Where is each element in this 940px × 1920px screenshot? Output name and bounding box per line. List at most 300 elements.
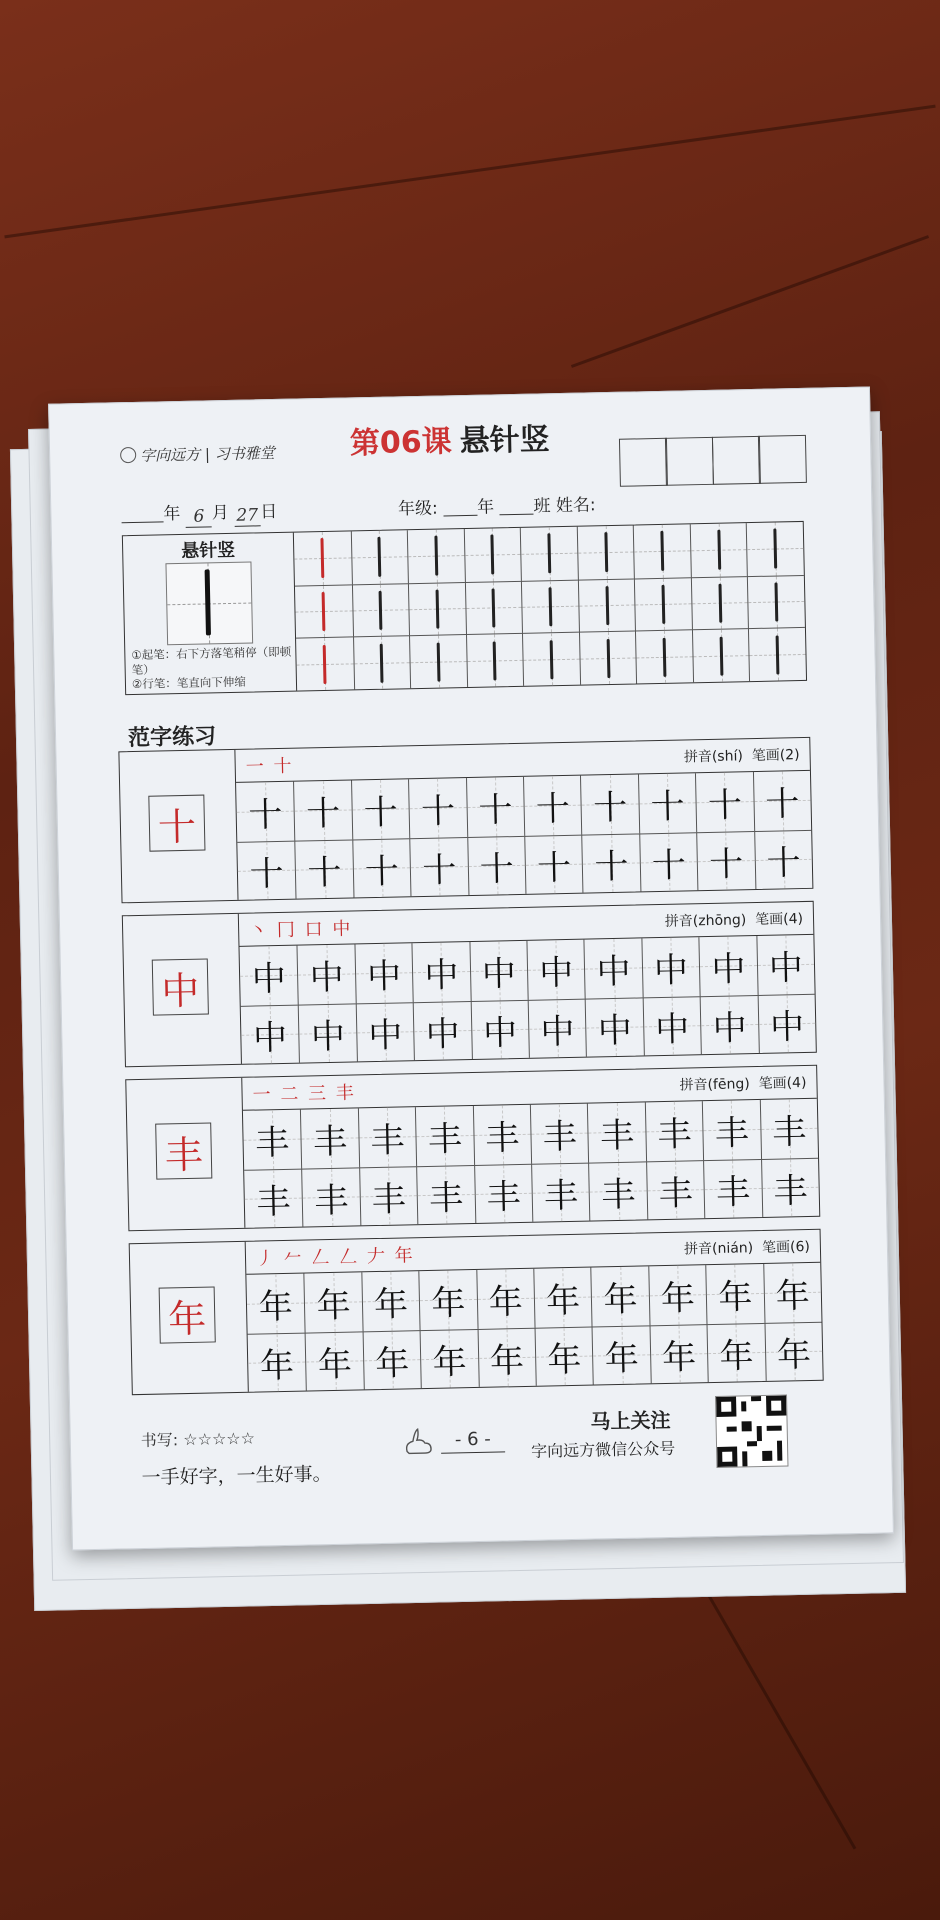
practice-character: 中 — [597, 1010, 633, 1052]
day-label: 日 — [260, 501, 278, 523]
practice-character: 丰 — [715, 1171, 751, 1213]
practice-character: 十 — [651, 845, 687, 886]
practice-character: 丰 — [312, 1121, 348, 1163]
practice-character: 十 — [535, 788, 571, 830]
vertical-stroke-mark — [717, 530, 721, 570]
practice-character: 丰 — [254, 1122, 290, 1164]
practice-cell[interactable] — [295, 839, 354, 899]
practice-cell[interactable] — [761, 1157, 820, 1217]
practice-cell[interactable] — [759, 1099, 818, 1159]
practice-character: 中 — [768, 947, 804, 989]
pinyin-label: 拼音(nián) — [683, 1240, 754, 1258]
stroke-practice-cell[interactable] — [465, 581, 523, 635]
practice-cell[interactable] — [302, 1167, 361, 1227]
practice-cell[interactable] — [638, 773, 697, 833]
model-character-area — [126, 1078, 245, 1230]
practice-character: 丰 — [314, 1180, 349, 1222]
lesson-name: 悬针竖 — [459, 422, 551, 460]
practice-cell[interactable] — [588, 1161, 647, 1221]
month-field[interactable]: 6 — [186, 506, 212, 528]
practice-character: 年 — [776, 1334, 812, 1376]
practice-cell[interactable] — [523, 776, 582, 836]
practice-cell[interactable] — [355, 1002, 414, 1062]
practice-character: 年 — [603, 1279, 638, 1321]
practice-cell[interactable] — [236, 782, 295, 842]
pinyin-label: 拼音(shí) — [683, 748, 744, 766]
vertical-stroke-mark — [435, 589, 439, 628]
character-meta — [665, 908, 804, 931]
stroke-practice-cell[interactable] — [635, 630, 693, 684]
practice-cell[interactable] — [293, 780, 352, 840]
stroke-practice-cell[interactable] — [466, 633, 524, 687]
stroke-practice-cell[interactable] — [692, 628, 750, 682]
practice-character: 中 — [712, 1007, 748, 1049]
stroke-practice-cell[interactable] — [294, 531, 352, 585]
practice-cell[interactable] — [700, 995, 759, 1055]
stroke-practice-cell[interactable] — [409, 634, 467, 688]
practice-cell[interactable] — [358, 1107, 417, 1167]
practice-cell[interactable] — [361, 1271, 420, 1331]
practice-character: 十 — [478, 789, 513, 831]
practice-cell[interactable] — [466, 777, 525, 837]
vertical-stroke-mark — [719, 636, 723, 675]
practice-character: 丰 — [427, 1118, 463, 1160]
character-block — [118, 737, 813, 903]
practice-character: 十 — [420, 791, 456, 832]
practice-cell[interactable] — [351, 779, 410, 839]
practice-cell[interactable] — [528, 998, 587, 1058]
score-box[interactable] — [618, 438, 667, 487]
practice-character: 年 — [489, 1340, 525, 1382]
practice-character: 年 — [317, 1344, 353, 1386]
practice-cell[interactable] — [362, 1330, 421, 1390]
practice-character: 十 — [307, 852, 342, 894]
vertical-stroke-mark — [491, 535, 495, 575]
practice-cell[interactable] — [476, 1269, 535, 1329]
practice-cell[interactable] — [648, 1265, 707, 1325]
practice-character: 十 — [305, 793, 341, 835]
practice-cell[interactable] — [352, 838, 411, 898]
practice-cell[interactable] — [412, 942, 471, 1002]
practice-cell[interactable] — [248, 1332, 307, 1392]
practice-character: 十 — [594, 846, 629, 888]
practice-character: 年 — [604, 1338, 640, 1380]
practice-character: 年 — [259, 1345, 295, 1387]
vertical-stroke-mark — [549, 587, 553, 626]
practice-character: 年 — [374, 1343, 410, 1384]
stroke-practice-cell[interactable] — [691, 576, 749, 630]
practice-cell[interactable] — [646, 1160, 705, 1220]
practice-cell[interactable] — [354, 943, 413, 1003]
practice-cell[interactable] — [305, 1331, 364, 1391]
practice-cell[interactable] — [696, 831, 755, 891]
practice-character: 丰 — [484, 1117, 520, 1159]
stroke-order-step: 丿 — [255, 1248, 277, 1270]
stroke-order-step: 一 — [245, 756, 266, 778]
stroke-practice-grid — [294, 522, 806, 691]
vertical-stroke-mark — [660, 531, 664, 571]
stroke-panel — [122, 521, 807, 695]
stroke-order-step: 𠃋 — [339, 1246, 360, 1268]
class-field[interactable] — [500, 514, 534, 516]
practice-character: 十 — [536, 847, 572, 889]
vertical-stroke-mark — [663, 637, 667, 676]
practice-cell[interactable] — [298, 1003, 357, 1063]
practice-character: 丰 — [771, 1111, 807, 1153]
grade-year-label: 年 — [476, 497, 495, 518]
vertical-stroke-mark — [605, 586, 609, 625]
stroke-order-step: 中 — [332, 918, 353, 940]
follow-title: 马上关注 — [590, 1407, 671, 1434]
practice-cell[interactable] — [408, 778, 467, 838]
character-block — [129, 1229, 824, 1395]
stroke-order — [245, 752, 293, 779]
practice-cell[interactable] — [639, 832, 698, 892]
stroke-info — [123, 533, 297, 695]
practice-character: 十 — [249, 853, 285, 895]
practice-character: 中 — [424, 955, 459, 996]
practice-cell[interactable] — [467, 835, 526, 895]
practice-character: 年 — [546, 1339, 582, 1381]
practice-character: 年 — [432, 1341, 468, 1383]
stroke-count-label: 笔画(2) — [751, 747, 800, 765]
practice-character: 丰 — [543, 1175, 579, 1217]
vertical-stroke-mark — [378, 537, 382, 577]
practice-grid — [246, 1263, 822, 1392]
practice-cell[interactable] — [246, 1274, 305, 1334]
vertical-stroke-mark — [718, 584, 722, 623]
vertical-stroke-mark — [379, 591, 383, 630]
stroke-practice-cell[interactable] — [520, 527, 578, 581]
stroke-practice-cell[interactable] — [521, 579, 579, 633]
practice-cell[interactable] — [409, 837, 468, 897]
practice-cell[interactable] — [297, 944, 356, 1004]
practice-cell[interactable] — [416, 1164, 475, 1224]
practice-character: 丰 — [370, 1120, 405, 1161]
practice-character: 丰 — [486, 1176, 522, 1218]
practice-cell[interactable] — [300, 1108, 359, 1168]
stroke-order-step: 𠃋 — [311, 1246, 332, 1269]
practice-character: 年 — [373, 1284, 409, 1325]
practice-character: 中 — [653, 950, 689, 991]
practice-character: 丰 — [256, 1181, 291, 1223]
practice-character: 中 — [540, 1011, 575, 1053]
stroke-practice-cell[interactable] — [578, 578, 636, 632]
practice-grid — [239, 935, 815, 1064]
practice-character: 中 — [366, 956, 402, 997]
practice-cell[interactable] — [584, 938, 643, 998]
vertical-stroke-mark — [775, 582, 779, 621]
pinyin-label: 拼音(fēng) — [679, 1076, 750, 1094]
model-character-area — [123, 914, 242, 1066]
practice-character: 丰 — [600, 1174, 636, 1216]
practice-character: 中 — [310, 1016, 346, 1058]
stroke-practice-cell[interactable] — [350, 530, 408, 584]
practice-cell[interactable] — [244, 1168, 303, 1228]
lesson-number: 第06课 — [349, 424, 453, 462]
stroke-practice-cell[interactable] — [351, 583, 409, 637]
practice-cell[interactable] — [699, 936, 758, 996]
practice-cell[interactable] — [753, 771, 812, 831]
stroke-order-step: 十 — [273, 755, 294, 778]
practice-area — [235, 738, 812, 900]
model-character: 中 — [152, 959, 209, 1016]
stroke-practice-cell[interactable] — [747, 575, 805, 629]
character-block — [125, 1065, 820, 1231]
stroke-order — [256, 1241, 415, 1270]
character-meta — [684, 744, 800, 766]
practice-character: 十 — [479, 848, 515, 890]
practice-cell[interactable] — [695, 772, 754, 832]
practice-character: 中 — [252, 1017, 288, 1059]
practice-cell[interactable] — [533, 1268, 592, 1328]
pinyin-label: 拼音(zhōng) — [664, 912, 747, 930]
practice-character: 年 — [258, 1286, 294, 1328]
model-character: 年 — [159, 1286, 216, 1343]
stroke-order-step: 𠂉 — [283, 1247, 304, 1269]
practice-character: 年 — [775, 1275, 811, 1317]
model-character: 丰 — [155, 1122, 212, 1179]
stroke-count-label: 笔画(4) — [755, 911, 804, 929]
practice-character: 丰 — [371, 1179, 407, 1220]
practice-character: 中 — [711, 949, 746, 990]
brand-emblem-icon — [120, 447, 136, 463]
stroke-order — [249, 914, 353, 942]
stroke-order-step: 二 — [280, 1083, 301, 1106]
rabbit-icon — [401, 1427, 436, 1458]
stroke-order-step: 一 — [252, 1084, 273, 1106]
practice-cell[interactable] — [477, 1327, 536, 1387]
practice-character: 十 — [421, 850, 457, 891]
practice-grid — [236, 771, 812, 900]
practice-cell[interactable] — [757, 993, 816, 1053]
stroke-note-2: ②行笔：笔直向下伸缩 — [131, 674, 246, 692]
vertical-stroke-mark — [604, 532, 608, 572]
stroke-order-step: 𠂇 — [366, 1245, 388, 1268]
stroke-practice-cell[interactable] — [690, 523, 748, 577]
practice-character: 十 — [766, 842, 802, 884]
score-box[interactable] — [758, 435, 807, 484]
practice-character: 中 — [309, 957, 345, 999]
stroke-order-step: 口 — [304, 919, 325, 941]
model-character-area — [119, 750, 238, 902]
practice-cell[interactable] — [243, 1110, 302, 1170]
practice-cell[interactable] — [707, 1322, 766, 1382]
practice-cell[interactable] — [526, 940, 585, 1000]
practice-character: 年 — [660, 1278, 696, 1319]
practice-cell[interactable] — [642, 996, 701, 1056]
writing-rating: 书写: ☆☆☆☆☆ — [140, 1428, 256, 1451]
practice-character: 丰 — [657, 1114, 692, 1155]
practice-character: 年 — [316, 1285, 352, 1327]
practice-cell[interactable] — [764, 1321, 823, 1381]
practice-cell[interactable] — [419, 1270, 478, 1330]
stroke-practice-cell[interactable] — [746, 522, 804, 576]
stroke-practice-cell[interactable] — [463, 528, 521, 582]
practice-cell[interactable] — [702, 1100, 761, 1160]
practice-character: 丰 — [714, 1112, 750, 1154]
practice-cell[interactable] — [756, 935, 815, 995]
practice-character: 丰 — [542, 1116, 578, 1158]
score-boxes — [620, 435, 807, 487]
stroke-order-step: 丰 — [335, 1082, 357, 1104]
brand-logo-text — [120, 442, 275, 466]
practice-cell[interactable] — [591, 1266, 650, 1326]
practice-character: 丰 — [658, 1173, 694, 1214]
stroke-note-1: ①起笔：右下方落笔稍停（即顿笔） — [131, 644, 292, 678]
vertical-stroke-mark — [492, 588, 496, 627]
stroke-count-label: 笔画(6) — [761, 1238, 811, 1256]
vertical-stroke-mark — [323, 644, 327, 683]
practice-character: 中 — [482, 1012, 518, 1054]
practice-character: 中 — [425, 1014, 461, 1055]
practice-character: 中 — [481, 953, 517, 995]
stroke-order-step: 年 — [394, 1245, 415, 1267]
practice-character: 中 — [367, 1015, 403, 1056]
practice-cell[interactable] — [592, 1325, 651, 1385]
practice-area — [239, 902, 816, 1064]
day-field[interactable]: 27 — [234, 505, 260, 527]
year-label: 年 — [163, 503, 181, 525]
model-character-area — [130, 1242, 249, 1394]
vertical-stroke-mark — [321, 538, 325, 578]
stroke-order-step: 三 — [307, 1083, 329, 1105]
practice-cell[interactable] — [705, 1264, 764, 1324]
score-box[interactable] — [665, 437, 714, 486]
practice-cell[interactable] — [474, 1163, 533, 1223]
practice-cell[interactable] — [703, 1158, 762, 1218]
practice-cell[interactable] — [304, 1272, 363, 1332]
practice-cell[interactable] — [469, 941, 528, 1001]
practice-area — [246, 1230, 823, 1392]
stroke-diagram — [165, 562, 253, 646]
stroke-order — [252, 1078, 356, 1106]
grade-field[interactable] — [443, 515, 477, 517]
practice-cell[interactable] — [413, 1001, 472, 1061]
practice-cell[interactable] — [241, 1004, 300, 1064]
practice-character: 丰 — [428, 1177, 464, 1219]
practice-character: 丰 — [773, 1170, 808, 1212]
character-meta — [679, 1072, 806, 1095]
motto: 一手好字，一生好事。 — [141, 1463, 332, 1490]
class-label: 班 — [533, 496, 551, 517]
practice-character: 年 — [488, 1281, 524, 1323]
follow-subtitle: 字向远方微信公众号 — [530, 1438, 676, 1461]
score-box[interactable] — [711, 436, 760, 485]
practice-cell[interactable] — [587, 1102, 646, 1162]
practice-character: 十 — [707, 785, 743, 826]
practice-character: 年 — [661, 1337, 697, 1378]
stroke-practice-cell[interactable] — [353, 636, 411, 690]
practice-cell[interactable] — [535, 1326, 594, 1386]
vertical-stroke-mark — [547, 534, 551, 574]
practice-cell[interactable] — [415, 1106, 474, 1166]
practice-cell[interactable] — [585, 997, 644, 1057]
stroke-practice-cell[interactable] — [633, 524, 691, 578]
practice-character: 十 — [248, 794, 283, 836]
practice-cell[interactable] — [239, 946, 298, 1006]
qr-code-icon[interactable] — [715, 1394, 788, 1467]
practice-character: 年 — [545, 1280, 581, 1322]
stroke-practice-cell[interactable] — [634, 577, 692, 631]
practice-cell[interactable] — [645, 1101, 704, 1161]
worksheet-page — [48, 387, 894, 1551]
brand-name: 字向远方 | 习书雅堂 — [140, 443, 275, 465]
practice-cell[interactable] — [641, 937, 700, 997]
practice-cell[interactable] — [530, 1104, 589, 1164]
practice-character: 中 — [654, 1009, 690, 1050]
character-meta — [684, 1236, 810, 1259]
practice-character: 十 — [364, 851, 400, 892]
practice-grid — [243, 1099, 819, 1228]
practice-character: 中 — [596, 951, 632, 993]
vertical-stroke-mark — [437, 642, 441, 681]
name-label: 姓名: — [555, 495, 596, 517]
practice-cell[interactable] — [472, 1105, 531, 1165]
practice-cell[interactable] — [237, 840, 296, 900]
character-block — [122, 901, 817, 1067]
stroke-practice-cell[interactable] — [407, 529, 465, 583]
stroke-name: 悬针竖 — [180, 539, 236, 562]
practice-cell[interactable] — [524, 834, 583, 894]
stroke-practice-cell[interactable] — [577, 526, 635, 580]
vertical-stroke-mark — [662, 585, 666, 624]
stroke-count-label: 笔画(4) — [758, 1075, 807, 1092]
practice-character: 十 — [708, 844, 744, 885]
page-number-text: - 6 - — [441, 1428, 505, 1453]
practice-character: 丰 — [599, 1115, 635, 1157]
stroke-order-step: 冂 — [276, 919, 298, 942]
practice-character: 十 — [363, 792, 399, 833]
practice-character: 中 — [538, 952, 574, 994]
practice-character: 十 — [592, 787, 628, 829]
grade-label: 年级: — [397, 498, 438, 520]
vertical-stroke-mark — [493, 641, 497, 680]
vertical-stroke-mark — [606, 639, 610, 678]
practice-character: 年 — [717, 1276, 753, 1318]
practice-cell[interactable] — [763, 1263, 822, 1323]
practice-character: 年 — [719, 1335, 754, 1377]
practice-cell[interactable] — [470, 999, 529, 1059]
vertical-stroke-mark — [434, 536, 438, 576]
practice-cell[interactable] — [582, 833, 641, 893]
stroke-practice-cell[interactable] — [579, 631, 637, 685]
practice-cell[interactable] — [580, 774, 639, 834]
stroke-practice-cell[interactable] — [408, 582, 466, 636]
stroke-practice-cell[interactable] — [296, 637, 354, 691]
model-character: 十 — [148, 795, 205, 852]
month-label: 月 — [211, 502, 230, 524]
vertical-stroke-mark — [550, 640, 554, 679]
stroke-practice-cell[interactable] — [295, 584, 353, 638]
stroke-practice-cell[interactable] — [748, 627, 806, 681]
section-title: 范字练习 — [127, 724, 217, 752]
practice-cell[interactable] — [359, 1166, 418, 1226]
vertical-stroke-mark — [776, 635, 780, 674]
stroke-practice-cell[interactable] — [522, 632, 580, 686]
stroke-order-step: 丶 — [248, 920, 270, 942]
practice-cell[interactable] — [649, 1324, 708, 1384]
practice-character: 十 — [765, 783, 800, 825]
vertical-stroke-mark — [380, 643, 384, 682]
practice-cell[interactable] — [754, 829, 813, 889]
practice-character: 十 — [650, 786, 686, 827]
vertical-stroke-mark — [774, 529, 778, 569]
practice-cell[interactable] — [420, 1328, 479, 1388]
practice-cell[interactable] — [531, 1162, 590, 1222]
practice-character: 中 — [769, 1006, 805, 1048]
year-field[interactable] — [122, 521, 164, 523]
